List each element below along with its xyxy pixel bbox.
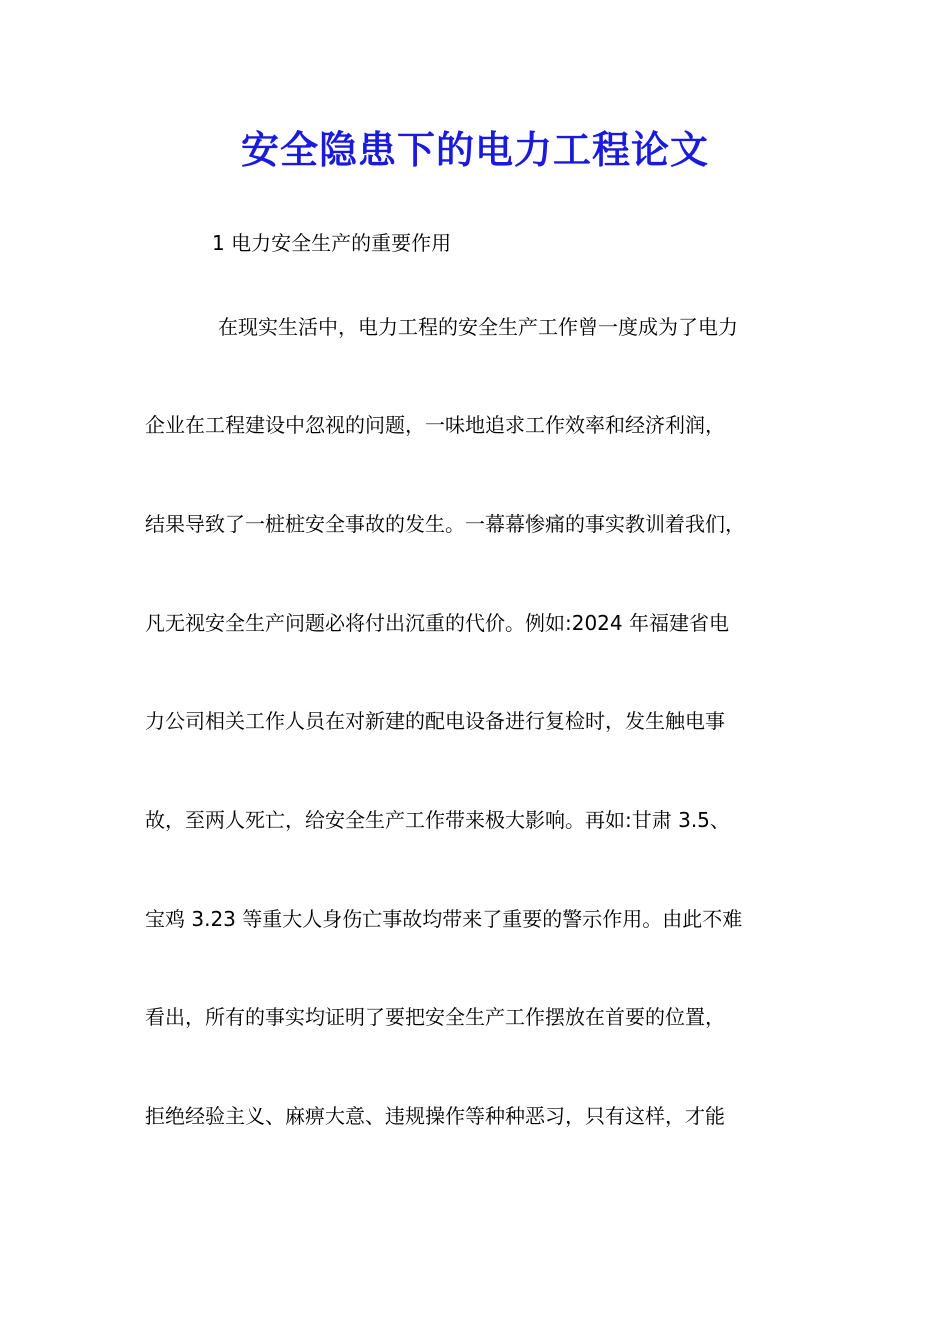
paragraph-line: 凡无视安全生产问题必将付出沉重的代价。例如:2024 年福建省电: [145, 611, 729, 635]
section-heading: 1 电力安全生产的重要作用: [212, 231, 452, 255]
paragraph-line: 拒绝经验主义、麻痹大意、违规操作等种种恶习，只有这样，才能: [145, 1104, 725, 1128]
paragraph-line: 结果导致了一桩桩安全事故的发生。一幕幕惨痛的事实教训着我们，: [145, 512, 745, 536]
paragraph-line: 力公司相关工作人员在对新建的配电设备进行复检时，发生触电事: [145, 709, 725, 733]
paragraph-line: 在现实生活中，电力工程的安全生产工作曾一度成为了电力: [218, 315, 738, 339]
paragraph-line: 看出，所有的事实均证明了要把安全生产工作摆放在首要的位置，: [145, 1005, 725, 1029]
document-title: 安全隐患下的电力工程论文: [240, 127, 709, 172]
paragraph-line: 企业在工程建设中忽视的问题，一味地追求工作效率和经济利润，: [145, 413, 725, 437]
paragraph-line: 故，至两人死亡，给安全生产工作带来极大影响。再如:甘肃 3.5、: [145, 808, 730, 832]
paragraph-line: 宝鸡 3.23 等重大人身伤亡事故均带来了重要的警示作用。由此不难: [145, 907, 743, 931]
